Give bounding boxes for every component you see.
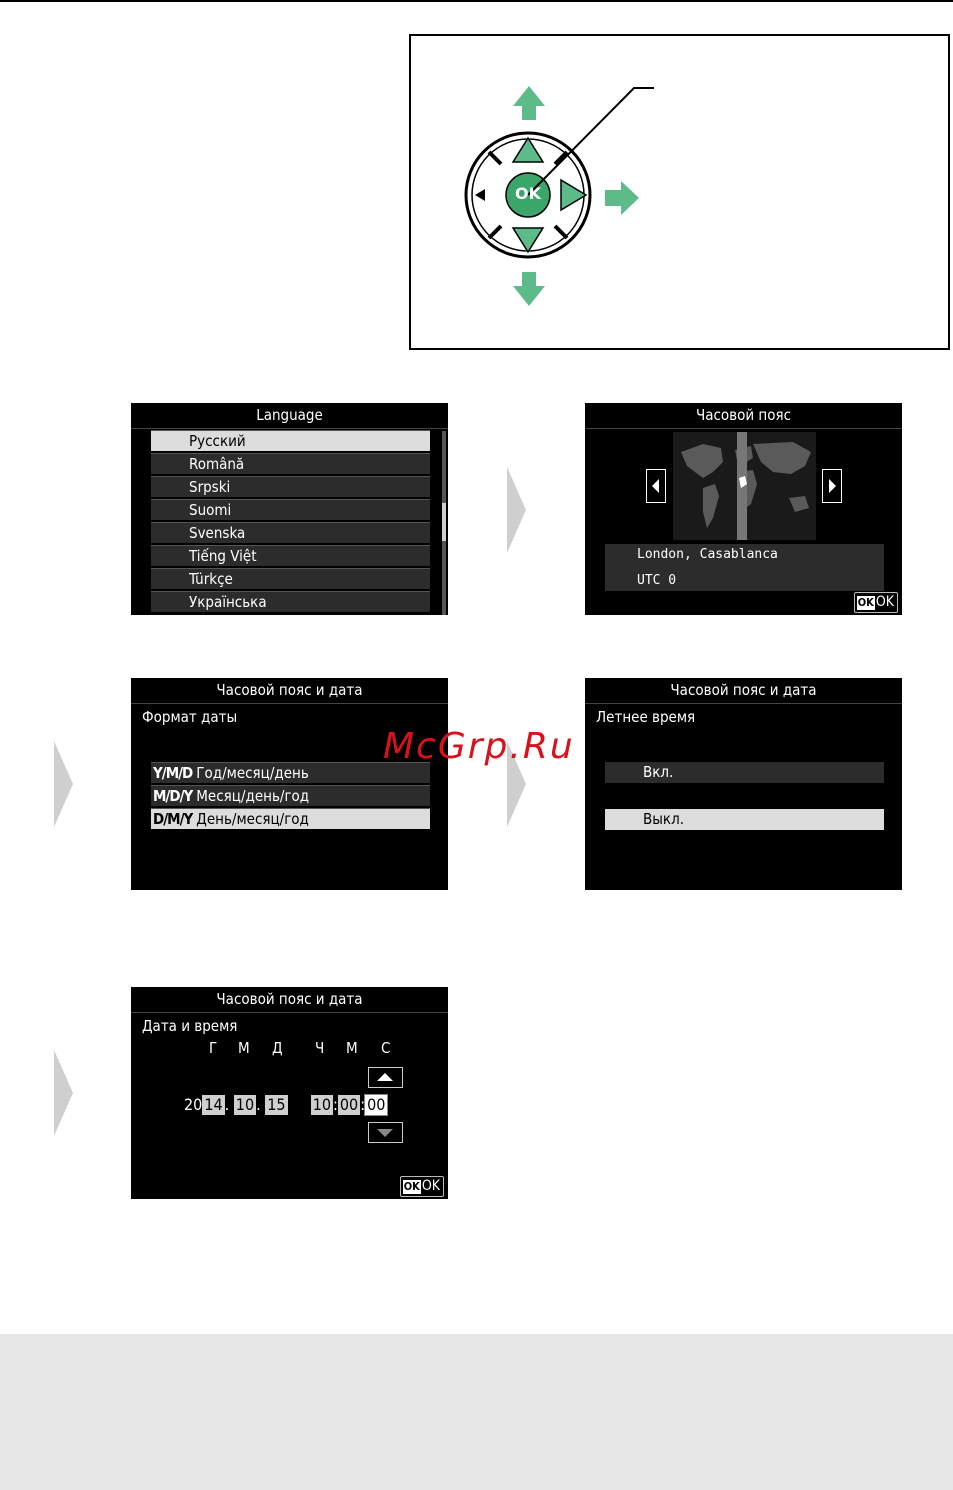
timezone-left-button[interactable] <box>646 469 666 503</box>
format-label: Год/месяц/день <box>196 764 309 782</box>
grey-note-band <box>0 1334 953 1490</box>
datetime-subtitle: Дата и время <box>142 1017 238 1035</box>
datetime-screen <box>131 987 448 1199</box>
header-hour: Ч <box>315 1039 325 1057</box>
dst-on-option[interactable]: Вкл. <box>605 762 884 783</box>
header-minute: М <box>346 1039 358 1057</box>
timezone-city: London, Casablanca <box>637 547 778 562</box>
next-step-arrow-icon <box>507 467 527 553</box>
language-item[interactable]: Русский <box>151 430 430 451</box>
format-code: M/D/Y <box>153 787 193 805</box>
timezone-right-button[interactable] <box>822 469 842 503</box>
language-item[interactable]: Suomi <box>151 499 430 520</box>
language-item[interactable]: Tiếng Việt <box>151 545 430 566</box>
language-item[interactable]: Română <box>151 453 430 474</box>
timezone-screen <box>585 403 902 615</box>
month-field[interactable]: 10 <box>235 1095 255 1114</box>
format-label: Месяц/день/год <box>196 787 310 805</box>
next-step-arrow-icon <box>54 1050 74 1136</box>
dst-off-option[interactable]: Выкл. <box>605 809 884 830</box>
increment-button[interactable] <box>368 1067 403 1088</box>
timezone-info-panel <box>605 544 884 591</box>
language-scrollbar[interactable] <box>442 431 446 615</box>
datetime-headers <box>131 1039 448 1059</box>
date-format-screen <box>131 678 448 890</box>
format-label: День/месяц/год <box>196 810 309 828</box>
ok-badge[interactable] <box>854 592 898 613</box>
decrement-button[interactable] <box>368 1122 403 1143</box>
ok-badge-label: OK <box>875 594 894 610</box>
date-format-item[interactable] <box>151 808 430 829</box>
year-prefix: 20 <box>184 1095 203 1114</box>
top-rule <box>0 0 953 2</box>
world-map-icon <box>673 432 816 540</box>
header-day: Д <box>272 1039 283 1057</box>
dst-subtitle: Летнее время <box>596 708 696 726</box>
second-field[interactable]: 00 <box>367 1095 386 1114</box>
ok-badge-label: OK <box>421 1178 440 1194</box>
header-second: С <box>381 1039 391 1057</box>
year-field[interactable]: 14 <box>204 1095 223 1114</box>
timezone-title: Часовой пояс <box>585 403 902 429</box>
next-step-arrow-icon <box>54 741 74 827</box>
ok-button-label: OK <box>515 184 541 203</box>
watermark: McGrp.Ru <box>383 726 575 767</box>
language-item[interactable]: Svenska <box>151 522 430 543</box>
header-year: Г <box>209 1039 218 1057</box>
header-month: М <box>238 1039 250 1057</box>
language-item[interactable]: Srpski <box>151 476 430 497</box>
datetime-title: Часовой пояс и дата <box>131 987 448 1013</box>
day-field[interactable]: 15 <box>267 1095 286 1114</box>
big-right-arrow-icon <box>605 181 639 215</box>
datetime-values: 20 14 . 10 . 15 10 : 00 : 00 <box>184 1095 386 1114</box>
format-code: D/M/Y <box>153 810 193 828</box>
dst-screen <box>585 678 902 890</box>
language-title: Language <box>131 403 448 429</box>
language-item[interactable]: Türkçe <box>151 568 430 589</box>
date-format-item[interactable] <box>151 785 430 806</box>
big-up-arrow-icon <box>513 86 545 120</box>
hour-field[interactable]: 10 <box>312 1095 332 1114</box>
minute-field[interactable]: 00 <box>339 1095 359 1114</box>
multiselector-diagram <box>409 34 950 350</box>
ok-badge[interactable] <box>400 1176 444 1197</box>
timezone-utc: UTC 0 <box>637 573 677 588</box>
ok-icon: OK <box>403 1179 420 1193</box>
ok-icon: OK <box>857 595 874 609</box>
format-code: Y/M/D <box>153 764 193 782</box>
language-item[interactable]: Українська <box>151 591 430 612</box>
dst-title: Часовой пояс и дата <box>585 678 902 704</box>
scroll-thumb[interactable] <box>442 503 446 541</box>
date-format-subtitle: Формат даты <box>142 708 238 726</box>
date-format-title: Часовой пояс и дата <box>131 678 448 704</box>
big-down-arrow-icon <box>513 272 545 306</box>
language-screen <box>131 403 448 615</box>
